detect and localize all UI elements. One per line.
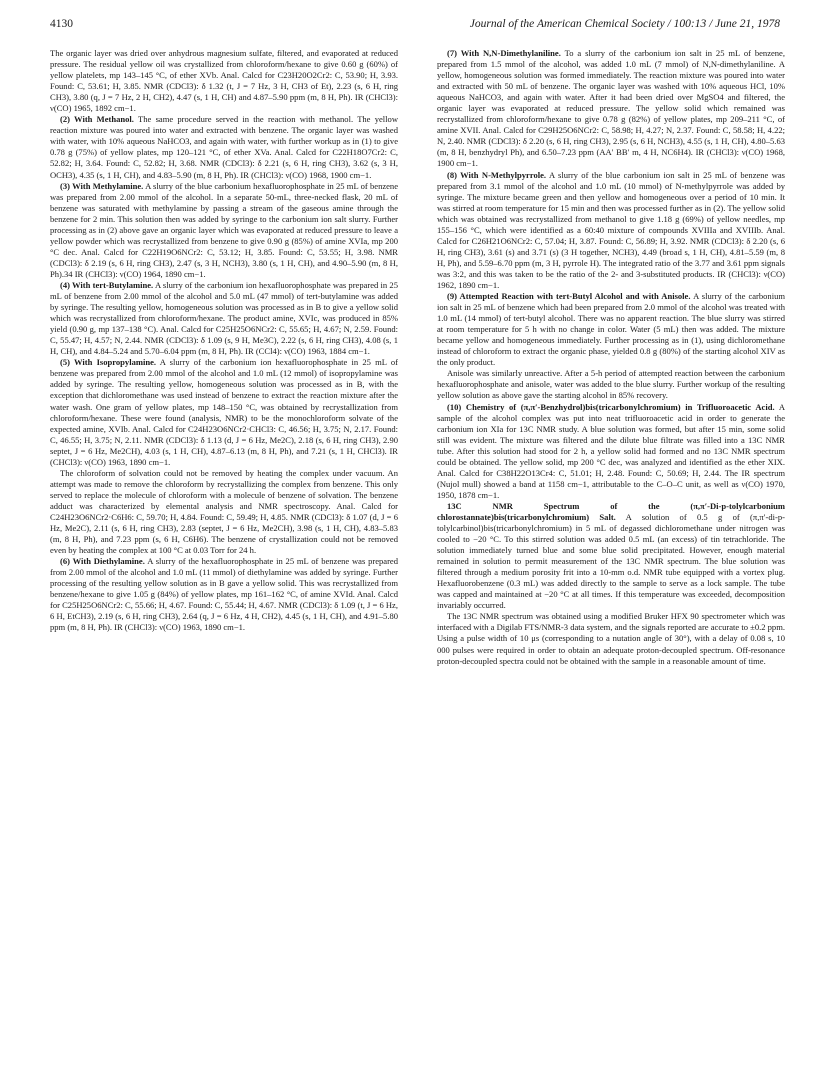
section-heading: (5) With Isopropylamine. xyxy=(60,357,157,368)
section-heading: (10) Chemistry of (π,π′-Benzhydrol)bis(tricarbonylchromium) in Trifluoroacetic Acid. xyxy=(447,401,775,412)
paragraph: Anisole was similarly unreactive. After a 5-h period of attempted reaction between the carbonium hexafluorophosphate and anisole, water was added to the blue slurry. Further workup of the resulting yellow solution as above gave the starting alcohol in 85% recovery. xyxy=(437,368,785,401)
paragraph: The chloroform of solvation could not be removed by heating the complex under vacuum. An attempt was made to remove the chloroform by recrystallizing the complex from benzene. This only served to replace the molecule of chloroform with a molecule of benzene of solvation. The benzene adduct was characterized by elemental analysis and NMR spectroscopy. Anal. Calcd for C24H23O6NCr2·C6H6: C, 59.70; H, 4.84. Found: C, 59.49; H, 4.85. NMR (CDCl3): δ 1.07 (d, J = 6 Hz, Me2C), 2.11 (s, 6 H, ring CH3), 2.83 (septet, J = 6 Hz, Me2CH), 3.98 (s, 1 H, CH), 4.83–5.83 (m, 8 H, Ph), and 7.23 ppm (s, 6 H, C6H6). The benzene of crystallization could not be removed even by heating the complex at 100 °C at 0.03 Torr for 24 h. xyxy=(50,467,398,556)
section-heading: (7) With N,N-Dimethylaniline. xyxy=(447,48,561,58)
paragraph: (8) With N-Methylpyrrole. A slurry of the blue carbonium ion salt in 25 mL of benzene was prepared from 3.1 mmol of the alcohol and 1.0 mL (10 mmol) of N-methylpyrrole was added by syringe. The mixture became green and then yellow and homogeneous over a period of 10 min. It was stirred at room temperature for 15 min and then was processed further as in (2). The yellow solid which was obtained was recrystallized from methanol to give 1.18 g (69%) of yellow needles, mp 155–156 °C, which were identified as a 60:40 mixture of compounds XVIIIa and XVIIIb. Anal. Calcd for C26H21O6NCr2: C, 57.04; H, 3.87. Found: C, 56.89; H, 3.92. NMR (CDCl3): δ 2.20 (s, 6 H, ring CH3), 3.61 (s) and 3.71 (s) (3 H together, NCH3), 4.49 (broad s, 1 H, CH), 4.81–5.59 (m, 8 H, Ph), and 5.59–6.70 ppm (m, 3 H, pyrrole H). The integrated ratio of the 3.77 and 3.61 ppm signals was 3:2, and this was taken to be the ratio of the 2- and 3-substituted products. IR (CHCl3): ν(CO) 1962, 1890 cm−1. xyxy=(437,169,785,290)
paragraph: The 13C NMR spectrum was obtained using a modified Bruker HFX 90 spectrometer which was interfaced with a Digilab FTS/NMR-3 data system, and the signals reported are accurate to ±0.2 ppm. Using a pulse width of 10 μs (corresponding to a nutation angle of 30°), with a delay of 0.08 s, 10 000 pulses were required in order to obtain an adequate proton-decoupled spectrum. Off-resonance proton-decoupled spectra could not be obtained with the sample in a reasonable amount of time. xyxy=(437,611,785,666)
page-header xyxy=(50,18,780,36)
section-heading: (4) With tert-Butylamine. xyxy=(60,279,154,290)
left-column xyxy=(50,48,398,633)
paragraph: 13C NMR Spectrum of the (π,π′-Di-p-tolylcarbonium chlorostannate)bis(tricarbonylchromium) Salt. A solution of 0.5 g of (π,π′-di-p-tolylcarbinol)bis(tricarbonylchromium) in 5 mL of degassed dichloromethane under nitrogen was cooled to −20 °C. To this stirred solution was added 0.5 mL (an excess) of tin tetrachloride. The solution immediately turned blue and some blue solid precipitated. However, enough material remained in solution to permit measurement of the 13C NMR spectrum. The blue solution was filtered through a medium porosity frit into a 10-mm o.d. NMR tube equipped with a vortex plug. Hexafluorobenzene (0.3 mL) was added directly to the sample to serve as a lock sample. The tube was capped and maintained at −20 °C at all times. If this temperature was exceeded, decomposition invariably occurred. xyxy=(437,500,785,611)
paragraph: (9) Attempted Reaction with tert-Butyl Alcohol and with Anisole. A slurry of the carbonium ion salt in 25 mL of benzene which had been prepared from 2.0 mmol of the alcohol was treated with 1.0 mL (14 mmol) of tert-butyl alcohol. There was no apparent reaction. The blue slurry was stirred at room temperature for 5 h with no change in color. Water (5 mL) then was added. The mixture became yellow and homogeneous immediately. Further processing as in (1), using dichloromethane instead of chloroform to extract the organic phase, yielded 0.8 g (80%) of the starting alcohol XIV as the only product. xyxy=(437,291,785,368)
running-head: Journal of the American Chemical Society / 100:13 / June 21, 1978 xyxy=(469,18,780,30)
section-heading: (6) With Diethylamine. xyxy=(60,556,145,567)
paragraph: (5) With Isopropylamine. A slurry of the carbonium ion hexafluorophosphate in 25 mL of benzene was prepared from 2.00 mmol of the alcohol and 1.0 mL (12 mmol) of isopropylamine was added by syringe. The resulting yellow, homogeneous solution was processed as in B, with the exception that dichloromethane was used instead of benzene to extract the reaction mixture after the water wash. One gram of yellow plates, mp 148–150 °C, was obtained by recrystallization from chloroform/hexane. These were found (analysis, NMR) to be the monochloroform solvate of the expected amine, XVIb. Anal. Calcd for C24H23O6NCr2·CHCl3: C, 46.56; H, 3.75; N, 2.17. Found: C, 46.55; H, 3.75; N, 2.11. NMR (CDCl3): δ 1.13 (d, J = 6 Hz, Me2C), 2.18 (s, 6 H, ring CH3), 2.90 septet, J = 6 Hz, Me2CH), 4.03 (s, 1 H, CH), 4.87–6.13 (m, 8 H, Ph), and 7.21 (s, 1 H, CHCl3). IR (CHCl3): ν(CO) 1963, 1890 cm−1. xyxy=(50,357,398,467)
right-column xyxy=(437,48,785,667)
paragraph: (3) With Methylamine. A slurry of the blue carbonium hexafluorophosphate in 25 mL of benzene was prepared from 2.00 mmol of the alcohol. In a separate 50-mL, three-necked flask, 20 mL of benzene was saturated with methylamine by passing a stream of the gaseous amine through the benzene for 2 min. This solution then was added by syringe to the carbonium ion salt slurry. Further processing as in (2) above gave an organic layer which was evaporated at reduced pressure to leave a yellow powder which was recrystallized from benzene to give 0.90 g (85%) of amine XVIa, mp 200 °C dec. Anal. Calcd for C22H19O6NCr2: C, 53.12; H, 3.85. Found: C, 53.55; H, 3.98. NMR (CDCl3): δ 2.19 (s, 6 H, ring CH3), 2.47 (s, 3 H, NCH3), 3.80 (s, 1 H, CH), and 4.90–5.90 (m, 8 H, Ph).34 IR (CHCl3): ν(CO) 1964, 1890 cm−1. xyxy=(50,180,398,279)
paragraph: (6) With Diethylamine. A slurry of the hexafluorophosphate in 25 mL of benzene was prepared from 2.00 mmol of the alcohol and 1.0 mL (11 mmol) of diethylamine was added by syringe. Further processing of the resulting yellow solution as in B gave a yellow solid. This was recrystallized from benzene/hexane to give 1.05 g (84%) of yellow plates, mp 161–162 °C, of amine XVId. Anal. Calcd for C25H25O6NCr2: C, 55.66; H, 4.67. Found: C, 55.44; H, 4.67. NMR (CDCl3): δ 1.09 (t, J = 6 Hz, 6 H, EtCH3), 2.19 (s, 6 H, ring CH3), 2.64 (q, J = 6 Hz, 4 H, CH2), 4.45 (s, 1 H, CH), and 4.91–5.80 ppm (m, 8 H, Ph). IR (CHCl3): ν(CO) 1963, 1890 cm−1. xyxy=(50,556,398,633)
section-heading: (9) Attempted Reaction with tert-Butyl Alcohol and with Anisole. xyxy=(447,291,691,302)
section-heading: (8) With N-Methylpyrrole. xyxy=(447,169,547,180)
paragraph: (10) Chemistry of (π,π′-Benzhydrol)bis(tricarbonylchromium) in Trifluoroacetic Acid. A sample of the alcohol complex was put into neat trifluoroacetic acid in order to generate the carbonium ion XIa for 13C NMR study. A blue solution was formed, but after 15 min, some solid still was evident. The mixture was filtered and the dilute blue filtrate was filled into a 13C NMR tube. After this solution had stood for 2 h, a yellow solid had formed and no 13C NMR spectrum could be obtained. The yellow solid, mp 200 °C dec, was analyzed and identified as the ether XIX. Anal. Calcd for C38H22O13Cr4: C, 51.01; H, 2.48. Found: C, 50.69; H, 2.44. The IR spectrum (Nujol mull) showed a band at 1158 cm−1, attributable to the C–O–C unit, as well as ν(CO) 1970, 1950, 1878 cm−1. xyxy=(437,401,785,500)
paragraph: The organic layer was dried over anhydrous magnesium sulfate, filtered, and evaporated at reduced pressure. The residual yellow oil was crystallized from chloroform/hexane to give 0.60 g (60%) of yellow platelets, mp 143–145 °C, of ether XVb. Anal. Calcd for C23H20O2Cr2: C, 53.90; H, 3.93. Found: C, 53.61; H, 3.85. NMR (CDCl3): δ 1.32 (t, J = 7 Hz, 3 H, CH3 of Et), 2.23 (s, 6 H, ring CH3), 3.80 (q, J = 7 Hz, 2 H, CH2), 4.47 (s, 1 H, CH) and 4.87–5.90 ppm (m, 8 H, Ph). IR (CHCl3): ν(CO) 1965, 1892 cm−1. xyxy=(50,48,398,114)
page-number: 4130 xyxy=(50,18,73,30)
section-heading: (3) With Methylamine. xyxy=(60,180,144,191)
paragraph: (2) With Methanol. The same procedure served in the reaction with methanol. The yellow reaction mixture was poured into water and extracted with benzene. The organic layer was washed with water, with 10% aqueous NaHCO3, and again with water, with further workup as in (1) to give 0.78 g (75%) of yellow plates, mp 120–121 °C, of ether XVa. Anal. Calcd for C22H18O7Cr2: C, 52.82; H, 3.64. Found: C, 52.82; H, 3.68. NMR (CDCl3): δ 2.21 (s, 6 H, ring CH3), 3.62 (s, 3 H, OCH3), 4.35 (s, 1 H, CH), and 4.83–5.90 (m, 8 H, Ph). IR (CHCl3): ν(CO) 1968, 1900 cm−1. xyxy=(50,114,398,180)
paragraph: (7) With N,N-Dimethylaniline. To a slurry of the carbonium ion salt in 25 mL of benzene, prepared from 1.5 mmol of the alcohol, was added 1.0 mL (7 mmol) of N,N-dimethylaniline. A yellow, homogeneous solution was formed immediately. The reaction mixture was poured into water and extracted with 50 mL of benzene. The organic layer was washed with 10% aqueous HCl, 10% aqueous NaHCO3, and again with water. After it had been dried over MgSO4 and filtered, the organic layer was evaporated at reduced pressure. The yellow solid which remained was recrystallized from chloroform/hexane to give 0.78 g (82%) of yellow plates, mp 209–211 °C, of amine XVII. Anal. Calcd for C29H25O6NCr2: C, 58.98; H, 4.27; N, 2.37. Found: C, 58.58; H, 4.22; N, 2.40. NMR (CDCl3): δ 2.20 (s, 6 H, ring CH3), 2.95 (s, 6 H, NCH3), 4.55 (s, 1 H, CH), 4.80–5.63 (m, 8 H, benzhydryl Ph), and 6.50–7.23 ppm (AA′ BB′ m, 4 H, NC6H4). IR (CHCl3): ν(CO) 1968, 1900 cm−1. xyxy=(437,48,785,169)
section-heading: (2) With Methanol. xyxy=(60,114,134,125)
section-heading: 13C NMR Spectrum of the (π,π′-Di-p-tolylcarbonium chlorostannate)bis(tricarbonylchromium) Salt. xyxy=(437,500,785,522)
paragraph: (4) With tert-Butylamine. A slurry of the carbonium ion hexafluorophosphate was prepared in 25 mL of benzene from 2.00 mmol of the alcohol and 5.0 mL (47 mmol) of tert-butylamine was added by syringe. The resulting yellow, homogeneous solution was processed as in B to give a yellow solid which was recrystallized from chloroform/hexane. The product amine, XVIc, was produced in 85% yield (0.90 g, mp 137–138 °C). Anal. Calcd for C25H25O6NCr2: C, 55.65; H, 4.67; N, 2.59. Found: C, 55.47; H, 4.57; N, 2.44. NMR (CDCl3): δ 1.09 (s, 9 H, Me3C), 2.22 (s, 6 H, ring CH3), 4.08 (s, 1 H, CH), and 4.84–5.24 and 5.70–6.04 ppm (m, 8 H, Ph). IR (CCl4): ν(CO) 1963, 1884 cm−1. xyxy=(50,279,398,357)
